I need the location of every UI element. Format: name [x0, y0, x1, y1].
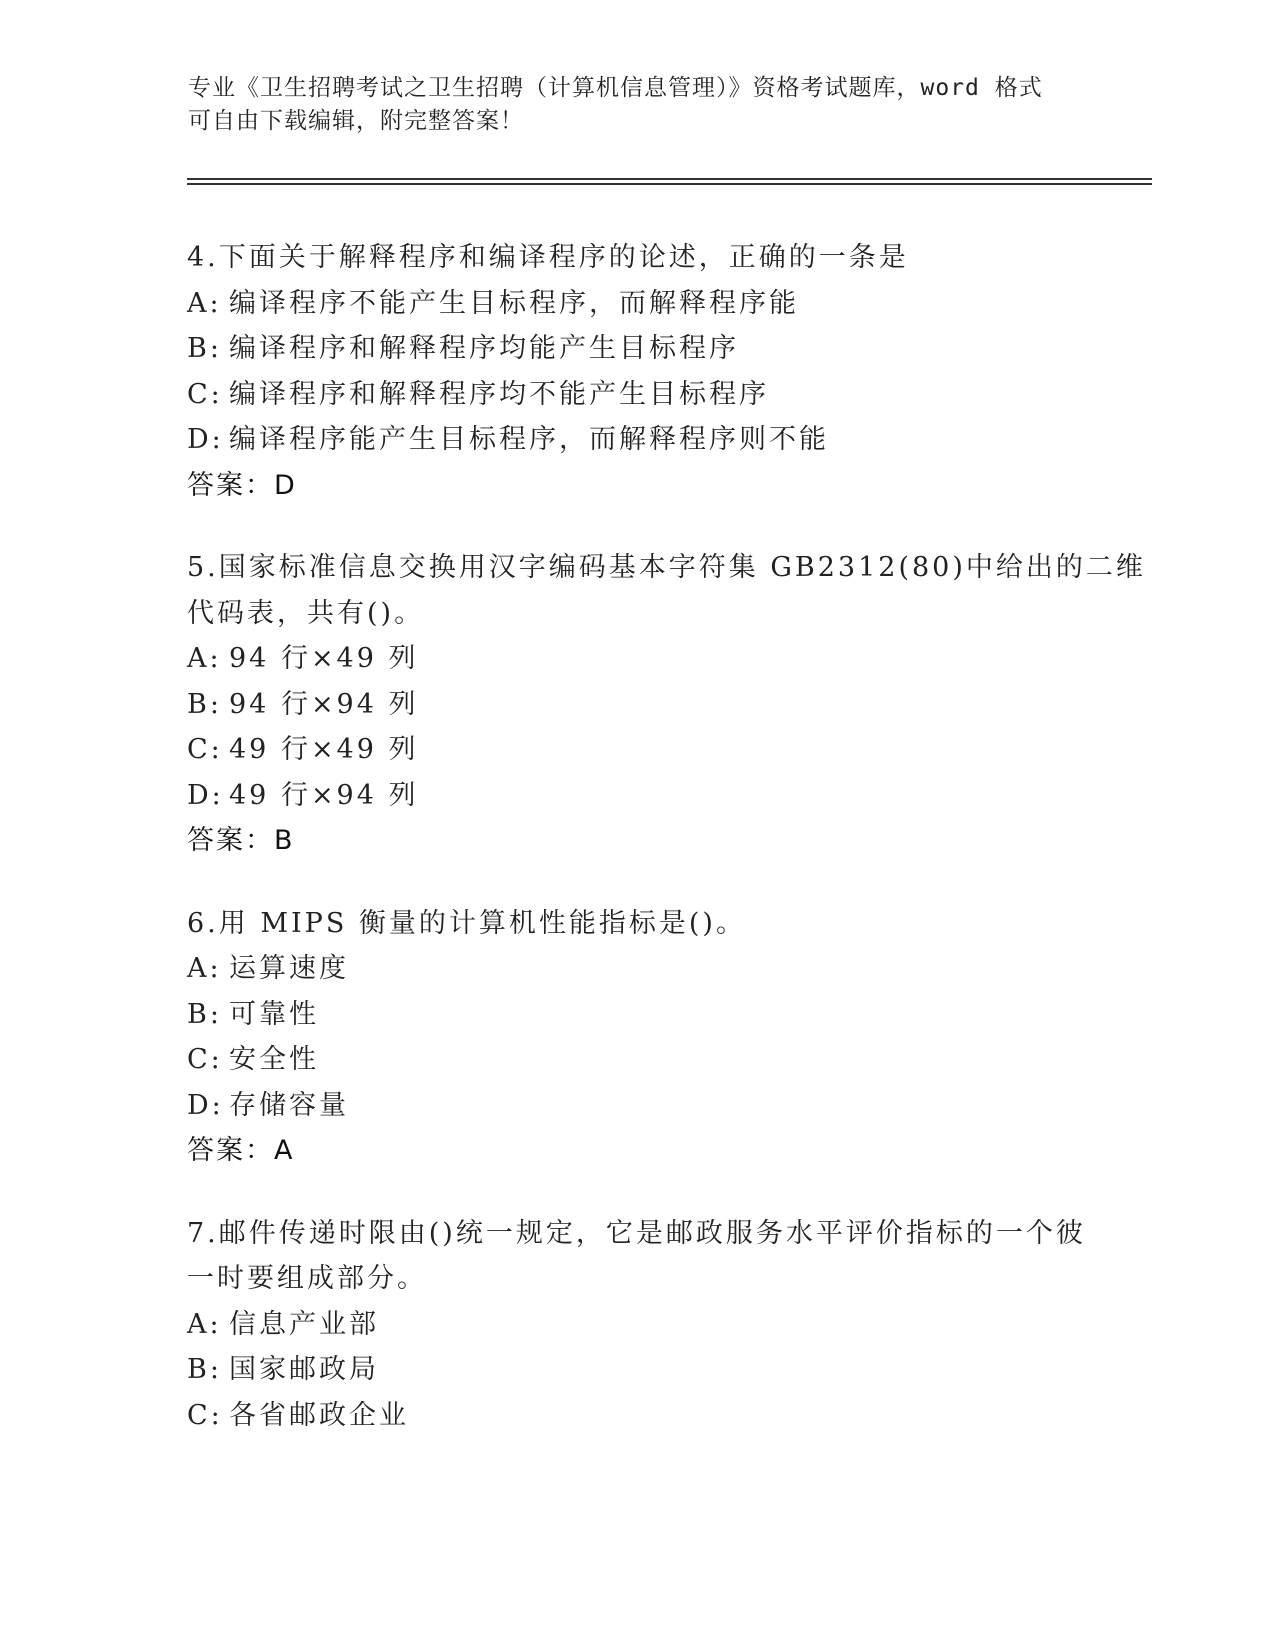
option-text: 94 行×49 列 [229, 643, 419, 674]
option-letter: A: [187, 287, 222, 319]
answer-line: 答案：D [187, 469, 297, 501]
option-text: 信息产业部 [229, 1308, 379, 1340]
option-text: 94 行×94 列 [229, 688, 419, 720]
option-row [187, 1347, 1087, 1393]
option-text: 运算速度 [229, 953, 349, 984]
option-row [187, 1083, 1087, 1129]
option-row [187, 417, 1087, 463]
option-text: 存储容量 [229, 1089, 349, 1121]
option-text: 编译程序和解释程序均不能产生目标程序 [229, 378, 769, 410]
option-text: 各省邮政企业 [229, 1399, 409, 1431]
option-letter: B: [187, 688, 222, 720]
header-line-2: 可自由下载编辑，附完整答案！ [188, 108, 524, 134]
option-row [187, 773, 1087, 819]
option-letter: A: [187, 953, 222, 984]
option-row [187, 1393, 1087, 1439]
question-stem: 5.国家标准信息交换用汉字编码基本字符集 GB2312(80)中给出的二维 [187, 552, 1146, 583]
option-text: 可靠性 [229, 998, 319, 1030]
question-stem: 7.邮件传递时限由()统一规定，它是邮政服务水平评价指标的一个彼 [187, 1217, 1086, 1249]
answer-line: 答案：A [187, 1135, 295, 1166]
option-row [187, 1037, 1087, 1083]
question-stem: 4.下面关于解释程序和编译程序的论述，正确的一条是 [187, 242, 909, 273]
option-text: 编译程序能产生目标程序，而解释程序则不能 [229, 424, 829, 455]
option-letter: D: [187, 424, 224, 455]
option-letter: D: [187, 1089, 224, 1121]
header-divider-top [187, 178, 1152, 180]
option-letter: C: [187, 734, 223, 765]
question-item [187, 235, 1087, 508]
question-item [187, 1211, 1087, 1439]
option-row [187, 682, 1087, 728]
option-letter: B: [187, 333, 222, 364]
option-text: 国家邮政局 [229, 1354, 379, 1385]
question-stem: 6.用 MIPS 衡量的计算机性能指标是()。 [187, 907, 746, 939]
question-item [187, 901, 1087, 1174]
question-item [187, 545, 1146, 864]
option-text: 安全性 [229, 1044, 319, 1075]
question-stem: 代码表，共有()。 [187, 597, 425, 629]
option-row [187, 1302, 1087, 1348]
option-row [187, 946, 1087, 992]
option-text: 49 行×49 列 [229, 734, 419, 765]
document-header [188, 72, 1088, 138]
option-letter: A: [187, 643, 222, 674]
option-text: 编译程序不能产生目标程序，而解释程序能 [229, 287, 799, 319]
option-row [187, 992, 1087, 1038]
option-letter: C: [187, 1399, 223, 1431]
answer-line: 答案：B [187, 825, 295, 856]
option-text: 编译程序和解释程序均能产生目标程序 [229, 333, 739, 364]
option-row [187, 372, 1087, 418]
option-letter: D: [187, 779, 224, 811]
option-row [187, 326, 1087, 372]
option-letter: A: [187, 1308, 222, 1340]
option-text: 49 行×94 列 [229, 779, 419, 811]
option-row [187, 281, 1087, 327]
option-letter: C: [187, 378, 223, 410]
option-letter: B: [187, 1354, 222, 1385]
question-stem: 一时要组成部分。 [187, 1263, 427, 1294]
question-list [187, 235, 1146, 1475]
header-divider-bottom [187, 183, 1152, 185]
option-row [187, 727, 1087, 773]
option-letter: B: [187, 998, 222, 1030]
option-letter: C: [187, 1044, 223, 1075]
option-row [187, 636, 1087, 682]
header-line-1: 专业《卫生招聘考试之卫生招聘（计算机信息管理）》资格考试题库，word 格式 [188, 75, 1043, 101]
